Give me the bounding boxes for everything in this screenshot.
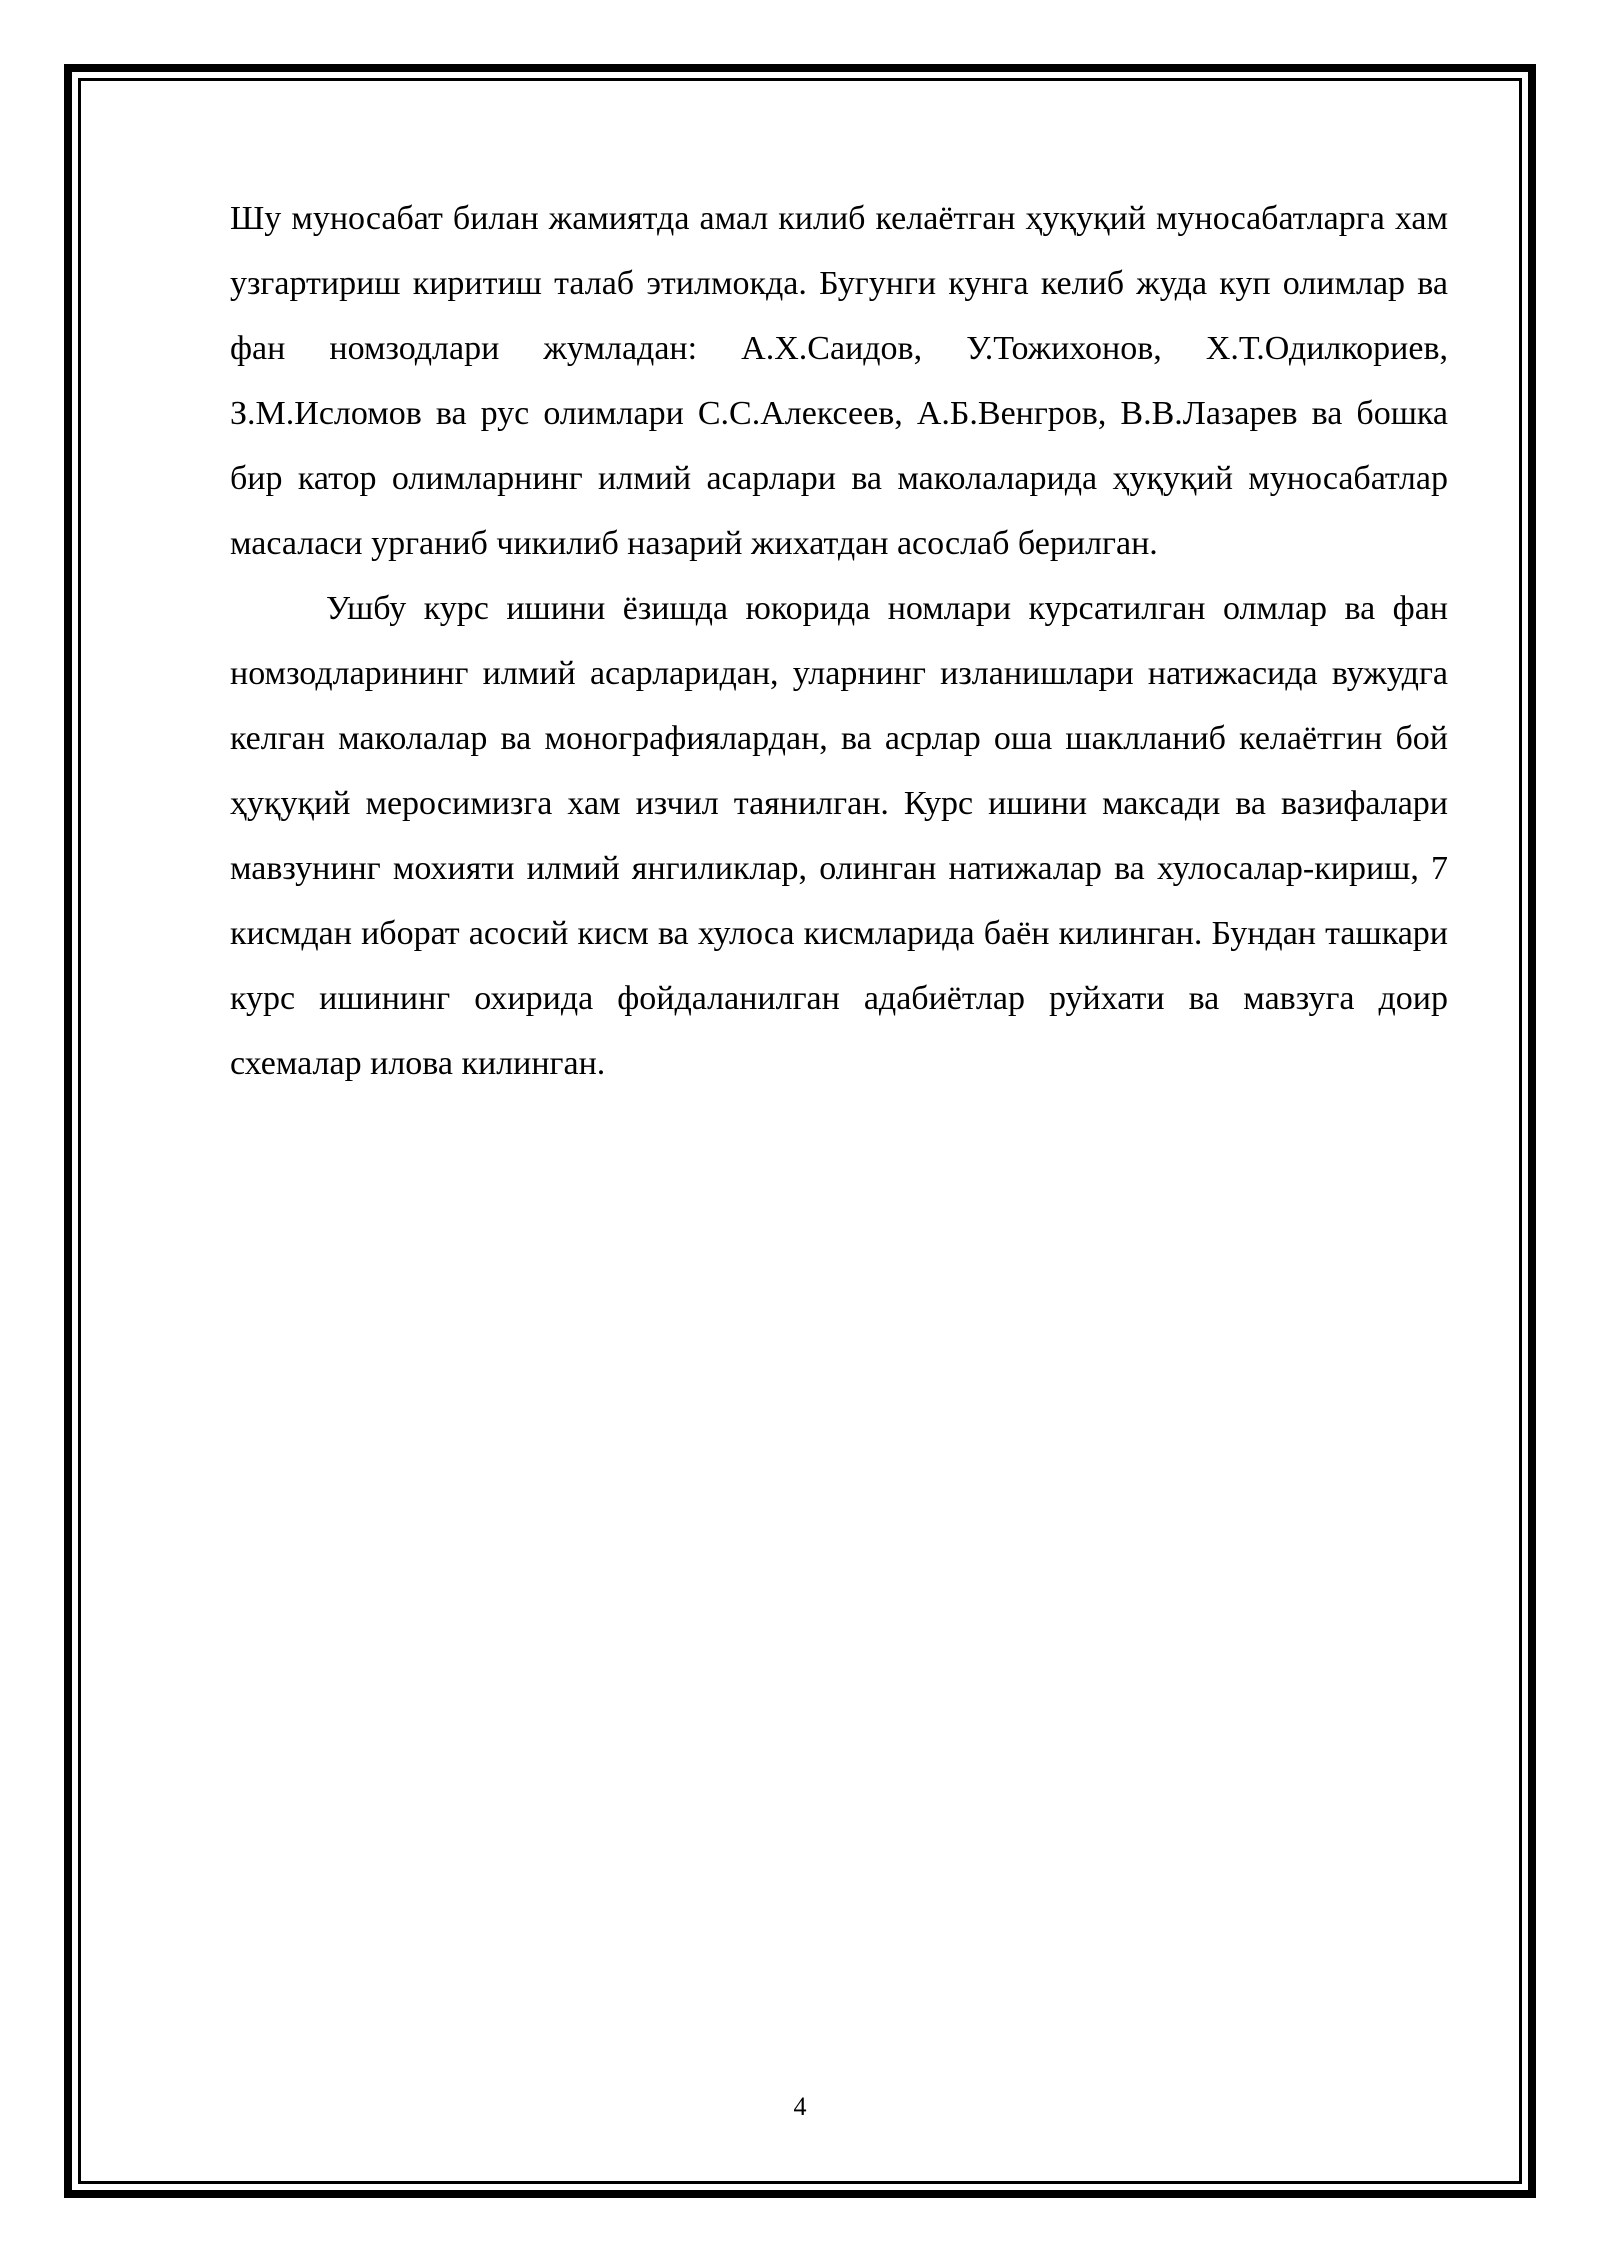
page-number: 4 bbox=[793, 2092, 807, 2121]
body-text bbox=[230, 186, 1448, 1096]
paragraph-2: Ушбу курс ишини ёзишда юкорида номлари курсатилган олмлар ва фан номзодларининг илмий асарларидан, уларнинг изланишлари натижасида вужудга келган маколалар ва монографиялардан, ва асрлар оша шаклланиб келаётгин бой ҳуқуқий меросимизга хам изчил таянилган. Курс ишини максади ва вазифалари мавзунинг мохияти илмий янгиликлар, олинган натижалар ва хулосалар-кириш, 7 кисмдан иборат асосий кисм ва хулоса кисмларида баён килинган. Бундан ташкари курс ишининг охирида фойдаланилган адабиётлар руйхати ва мавзуга доир схемалар илова килинган. bbox=[230, 590, 1448, 1082]
paragraph-1: Шу муносабат билан жамиятда амал килиб келаётган ҳуқуқий муносабатларга хам узгартириш киритиш талаб этилмокда. Бугунги кунга келиб жуда куп олимлар ва фан номзодлари жумладан: А.Х.Саидов, У.Тожихонов, Х.Т.Одилкориев, З.М.Исломов ва рус олимлари С.С.Алексеев, А.Б.Венгров, В.В.Лазарев ва бошка бир катор олимларнинг илмий асарлари ва маколаларида ҳуқуқий муносабатлар масаласи урганиб чикилиб назарий жихатдан асослаб берилган. bbox=[230, 200, 1448, 562]
